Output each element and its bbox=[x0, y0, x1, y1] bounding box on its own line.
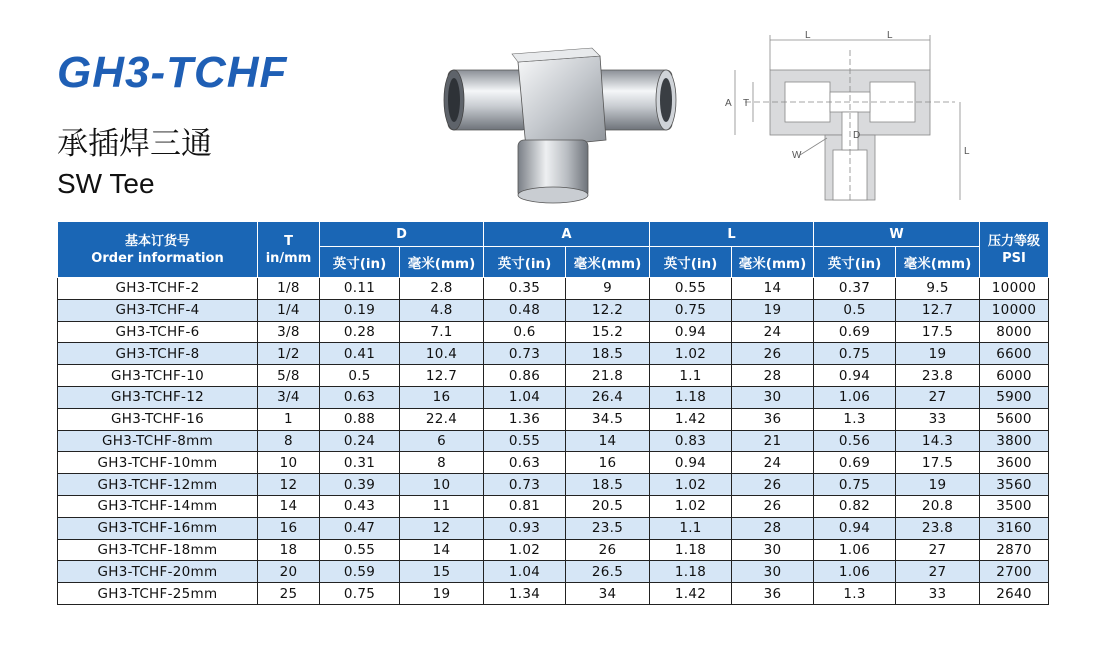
cell-w-mm: 9.5 bbox=[896, 278, 980, 300]
cell-w-mm: 27 bbox=[896, 539, 980, 561]
cell-a-in: 0.55 bbox=[484, 430, 566, 452]
cell-order-number: GH3-TCHF-8mm bbox=[58, 430, 258, 452]
drawing-label-t: T bbox=[743, 98, 750, 109]
cell-d-in: 0.39 bbox=[320, 474, 400, 496]
cell-l-in: 0.75 bbox=[650, 299, 732, 321]
cell-a-mm: 26.5 bbox=[566, 561, 650, 583]
cell-w-in: 0.94 bbox=[814, 517, 896, 539]
cell-l-in: 0.94 bbox=[650, 452, 732, 474]
cell-order-number: GH3-TCHF-25mm bbox=[58, 583, 258, 605]
cell-d-mm: 7.1 bbox=[400, 321, 484, 343]
cell-w-in: 1.06 bbox=[814, 386, 896, 408]
cell-w-in: 0.94 bbox=[814, 365, 896, 387]
drawing-label-l-right: L bbox=[887, 30, 893, 41]
cell-w-mm: 27 bbox=[896, 561, 980, 583]
table-row bbox=[58, 561, 1049, 583]
cell-w-mm: 33 bbox=[896, 583, 980, 605]
cell-a-in: 1.02 bbox=[484, 539, 566, 561]
product-model-title: GH3-TCHF bbox=[57, 48, 288, 97]
cell-order-number: GH3-TCHF-6 bbox=[58, 321, 258, 343]
cell-w-mm: 19 bbox=[896, 474, 980, 496]
header-t-unit: in/mm bbox=[265, 250, 312, 266]
cell-order-number: GH3-TCHF-8 bbox=[58, 343, 258, 365]
cell-d-mm: 19 bbox=[400, 583, 484, 605]
drawing-label-w: W bbox=[792, 150, 802, 161]
cell-pressure-psi: 2640 bbox=[980, 583, 1049, 605]
cell-l-in: 0.83 bbox=[650, 430, 732, 452]
cell-d-mm: 10.4 bbox=[400, 343, 484, 365]
cell-a-mm: 9 bbox=[566, 278, 650, 300]
cell-order-number: GH3-TCHF-16 bbox=[58, 408, 258, 430]
cell-l-mm: 19 bbox=[732, 299, 814, 321]
cell-d-in: 0.31 bbox=[320, 452, 400, 474]
cell-order-number: GH3-TCHF-4 bbox=[58, 299, 258, 321]
cell-a-mm: 26 bbox=[566, 539, 650, 561]
cell-order-number: GH3-TCHF-20mm bbox=[58, 561, 258, 583]
cell-a-in: 0.35 bbox=[484, 278, 566, 300]
header-w-in: 英寸(in) bbox=[814, 247, 896, 278]
cell-d-in: 0.28 bbox=[320, 321, 400, 343]
cell-w-mm: 33 bbox=[896, 408, 980, 430]
cell-d-mm: 4.8 bbox=[400, 299, 484, 321]
cell-t-size: 1/8 bbox=[258, 278, 320, 300]
cell-w-in: 1.3 bbox=[814, 408, 896, 430]
cell-d-in: 0.55 bbox=[320, 539, 400, 561]
table-row bbox=[58, 299, 1049, 321]
cell-l-in: 1.18 bbox=[650, 386, 732, 408]
header-d-in: 英寸(in) bbox=[320, 247, 400, 278]
cell-l-in: 1.02 bbox=[650, 495, 732, 517]
cell-w-mm: 12.7 bbox=[896, 299, 980, 321]
cell-d-in: 0.11 bbox=[320, 278, 400, 300]
cell-order-number: GH3-TCHF-2 bbox=[58, 278, 258, 300]
cell-l-mm: 26 bbox=[732, 343, 814, 365]
table-row bbox=[58, 365, 1049, 387]
cell-d-in: 0.41 bbox=[320, 343, 400, 365]
table-row bbox=[58, 386, 1049, 408]
cell-a-in: 0.93 bbox=[484, 517, 566, 539]
cell-t-size: 5/8 bbox=[258, 365, 320, 387]
cell-a-in: 0.63 bbox=[484, 452, 566, 474]
cell-t-size: 8 bbox=[258, 430, 320, 452]
cell-a-in: 0.86 bbox=[484, 365, 566, 387]
tee-technical-drawing bbox=[715, 30, 980, 205]
cell-d-in: 0.59 bbox=[320, 561, 400, 583]
cell-pressure-psi: 5900 bbox=[980, 386, 1049, 408]
cell-order-number: GH3-TCHF-12 bbox=[58, 386, 258, 408]
cell-l-mm: 28 bbox=[732, 365, 814, 387]
drawing-label-a: A bbox=[725, 98, 732, 109]
cell-t-size: 14 bbox=[258, 495, 320, 517]
cell-d-in: 0.5 bbox=[320, 365, 400, 387]
cell-a-mm: 23.5 bbox=[566, 517, 650, 539]
cell-w-mm: 23.8 bbox=[896, 517, 980, 539]
cell-a-in: 1.04 bbox=[484, 386, 566, 408]
cell-l-mm: 36 bbox=[732, 583, 814, 605]
cell-d-mm: 14 bbox=[400, 539, 484, 561]
table-row bbox=[58, 343, 1049, 365]
cell-t-size: 12 bbox=[258, 474, 320, 496]
cell-l-mm: 26 bbox=[732, 474, 814, 496]
cell-t-size: 1/2 bbox=[258, 343, 320, 365]
cell-d-mm: 12.7 bbox=[400, 365, 484, 387]
cell-d-in: 0.63 bbox=[320, 386, 400, 408]
header-psi-cn: 压力等级 bbox=[988, 233, 1041, 249]
cell-a-in: 0.73 bbox=[484, 343, 566, 365]
drawing-label-l-vertical: L bbox=[964, 146, 970, 157]
cell-w-mm: 17.5 bbox=[896, 452, 980, 474]
cell-d-in: 0.24 bbox=[320, 430, 400, 452]
cell-d-mm: 12 bbox=[400, 517, 484, 539]
cell-a-mm: 26.4 bbox=[566, 386, 650, 408]
cell-pressure-psi: 10000 bbox=[980, 299, 1049, 321]
table-row bbox=[58, 474, 1049, 496]
cell-t-size: 1 bbox=[258, 408, 320, 430]
cell-l-mm: 30 bbox=[732, 539, 814, 561]
header-group-a: A bbox=[484, 222, 650, 247]
table-row bbox=[58, 495, 1049, 517]
cell-pressure-psi: 3500 bbox=[980, 495, 1049, 517]
cell-w-in: 0.69 bbox=[814, 321, 896, 343]
cell-t-size: 18 bbox=[258, 539, 320, 561]
header-order-en: Order information bbox=[91, 250, 224, 266]
header-a-mm: 毫米(mm) bbox=[566, 247, 650, 278]
cell-w-mm: 20.8 bbox=[896, 495, 980, 517]
cell-w-mm: 27 bbox=[896, 386, 980, 408]
cell-d-mm: 6 bbox=[400, 430, 484, 452]
header-psi bbox=[980, 222, 1049, 278]
header-psi-en: PSI bbox=[1002, 250, 1026, 266]
header-t-label: T bbox=[284, 233, 293, 249]
cell-d-mm: 15 bbox=[400, 561, 484, 583]
cell-pressure-psi: 3600 bbox=[980, 452, 1049, 474]
table-row bbox=[58, 583, 1049, 605]
cell-d-in: 0.47 bbox=[320, 517, 400, 539]
cell-a-mm: 34.5 bbox=[566, 408, 650, 430]
cell-pressure-psi: 3800 bbox=[980, 430, 1049, 452]
cell-l-mm: 30 bbox=[732, 561, 814, 583]
cell-order-number: GH3-TCHF-10 bbox=[58, 365, 258, 387]
cell-t-size: 1/4 bbox=[258, 299, 320, 321]
cell-l-mm: 21 bbox=[732, 430, 814, 452]
cell-l-in: 1.1 bbox=[650, 517, 732, 539]
cell-a-mm: 15.2 bbox=[566, 321, 650, 343]
cell-l-in: 1.02 bbox=[650, 474, 732, 496]
cell-order-number: GH3-TCHF-10mm bbox=[58, 452, 258, 474]
cell-t-size: 3/4 bbox=[258, 386, 320, 408]
drawing-label-d: D bbox=[853, 130, 861, 141]
cell-l-in: 0.94 bbox=[650, 321, 732, 343]
table-row bbox=[58, 452, 1049, 474]
cell-l-in: 1.1 bbox=[650, 365, 732, 387]
cell-d-mm: 11 bbox=[400, 495, 484, 517]
cell-pressure-psi: 6000 bbox=[980, 365, 1049, 387]
cell-a-mm: 21.8 bbox=[566, 365, 650, 387]
cell-w-mm: 17.5 bbox=[896, 321, 980, 343]
cell-w-mm: 19 bbox=[896, 343, 980, 365]
cell-order-number: GH3-TCHF-18mm bbox=[58, 539, 258, 561]
cell-a-mm: 12.2 bbox=[566, 299, 650, 321]
cell-a-in: 0.81 bbox=[484, 495, 566, 517]
cell-a-in: 1.36 bbox=[484, 408, 566, 430]
cell-d-mm: 8 bbox=[400, 452, 484, 474]
cell-l-in: 1.18 bbox=[650, 539, 732, 561]
cell-pressure-psi: 2870 bbox=[980, 539, 1049, 561]
header-group-d: D bbox=[320, 222, 484, 247]
cell-t-size: 3/8 bbox=[258, 321, 320, 343]
product-name-chinese: 承插焊三通 bbox=[57, 126, 212, 162]
cell-w-in: 0.75 bbox=[814, 474, 896, 496]
header-group-w: W bbox=[814, 222, 980, 247]
header-order-cn: 基本订货号 bbox=[124, 233, 190, 249]
cell-a-in: 0.73 bbox=[484, 474, 566, 496]
cell-a-in: 1.34 bbox=[484, 583, 566, 605]
cell-a-in: 0.6 bbox=[484, 321, 566, 343]
tee-fitting-photo bbox=[440, 40, 680, 205]
cell-pressure-psi: 6600 bbox=[980, 343, 1049, 365]
cell-t-size: 10 bbox=[258, 452, 320, 474]
cell-d-mm: 10 bbox=[400, 474, 484, 496]
cell-w-in: 0.69 bbox=[814, 452, 896, 474]
drawing-label-l-left: L bbox=[805, 30, 811, 41]
header-t bbox=[258, 222, 320, 278]
cell-a-mm: 34 bbox=[566, 583, 650, 605]
cell-d-in: 0.43 bbox=[320, 495, 400, 517]
cell-w-in: 1.3 bbox=[814, 583, 896, 605]
cell-l-in: 0.55 bbox=[650, 278, 732, 300]
cell-l-in: 1.18 bbox=[650, 561, 732, 583]
cell-a-mm: 18.5 bbox=[566, 474, 650, 496]
cell-d-mm: 2.8 bbox=[400, 278, 484, 300]
cell-d-in: 0.19 bbox=[320, 299, 400, 321]
cell-pressure-psi: 2700 bbox=[980, 561, 1049, 583]
specification-table-body bbox=[58, 278, 1049, 605]
cell-d-mm: 22.4 bbox=[400, 408, 484, 430]
cell-l-mm: 28 bbox=[732, 517, 814, 539]
cell-l-mm: 30 bbox=[732, 386, 814, 408]
cell-a-mm: 20.5 bbox=[566, 495, 650, 517]
cell-order-number: GH3-TCHF-16mm bbox=[58, 517, 258, 539]
cell-l-mm: 14 bbox=[732, 278, 814, 300]
header-a-in: 英寸(in) bbox=[484, 247, 566, 278]
cell-order-number: GH3-TCHF-14mm bbox=[58, 495, 258, 517]
cell-w-in: 0.82 bbox=[814, 495, 896, 517]
cell-w-in: 0.56 bbox=[814, 430, 896, 452]
header-l-mm: 毫米(mm) bbox=[732, 247, 814, 278]
header-group-l: L bbox=[650, 222, 814, 247]
cell-pressure-psi: 8000 bbox=[980, 321, 1049, 343]
cell-w-in: 0.75 bbox=[814, 343, 896, 365]
header-l-in: 英寸(in) bbox=[650, 247, 732, 278]
cell-pressure-psi: 3160 bbox=[980, 517, 1049, 539]
table-row bbox=[58, 408, 1049, 430]
cell-a-mm: 18.5 bbox=[566, 343, 650, 365]
cell-w-in: 0.37 bbox=[814, 278, 896, 300]
cell-t-size: 20 bbox=[258, 561, 320, 583]
cell-t-size: 16 bbox=[258, 517, 320, 539]
cell-d-in: 0.75 bbox=[320, 583, 400, 605]
cell-order-number: GH3-TCHF-12mm bbox=[58, 474, 258, 496]
cell-pressure-psi: 3560 bbox=[980, 474, 1049, 496]
cell-d-mm: 16 bbox=[400, 386, 484, 408]
specification-table bbox=[57, 221, 1049, 605]
cell-pressure-psi: 10000 bbox=[980, 278, 1049, 300]
table-row bbox=[58, 430, 1049, 452]
table-row bbox=[58, 321, 1049, 343]
cell-a-mm: 14 bbox=[566, 430, 650, 452]
cell-w-in: 1.06 bbox=[814, 539, 896, 561]
cell-l-mm: 24 bbox=[732, 321, 814, 343]
cell-w-mm: 14.3 bbox=[896, 430, 980, 452]
cell-w-in: 1.06 bbox=[814, 561, 896, 583]
cell-w-mm: 23.8 bbox=[896, 365, 980, 387]
table-row bbox=[58, 539, 1049, 561]
product-name-english: SW Tee bbox=[57, 168, 155, 199]
cell-a-in: 0.48 bbox=[484, 299, 566, 321]
cell-l-in: 1.02 bbox=[650, 343, 732, 365]
header-order-information bbox=[58, 222, 258, 278]
cell-l-mm: 26 bbox=[732, 495, 814, 517]
cell-w-in: 0.5 bbox=[814, 299, 896, 321]
table-row bbox=[58, 278, 1049, 300]
cell-pressure-psi: 5600 bbox=[980, 408, 1049, 430]
cell-a-in: 1.04 bbox=[484, 561, 566, 583]
cell-l-mm: 24 bbox=[732, 452, 814, 474]
table-row bbox=[58, 517, 1049, 539]
cell-d-in: 0.88 bbox=[320, 408, 400, 430]
cell-t-size: 25 bbox=[258, 583, 320, 605]
header-d-mm: 毫米(mm) bbox=[400, 247, 484, 278]
cell-l-in: 1.42 bbox=[650, 583, 732, 605]
header-w-mm: 毫米(mm) bbox=[896, 247, 980, 278]
cell-a-mm: 16 bbox=[566, 452, 650, 474]
cell-l-in: 1.42 bbox=[650, 408, 732, 430]
cell-l-mm: 36 bbox=[732, 408, 814, 430]
